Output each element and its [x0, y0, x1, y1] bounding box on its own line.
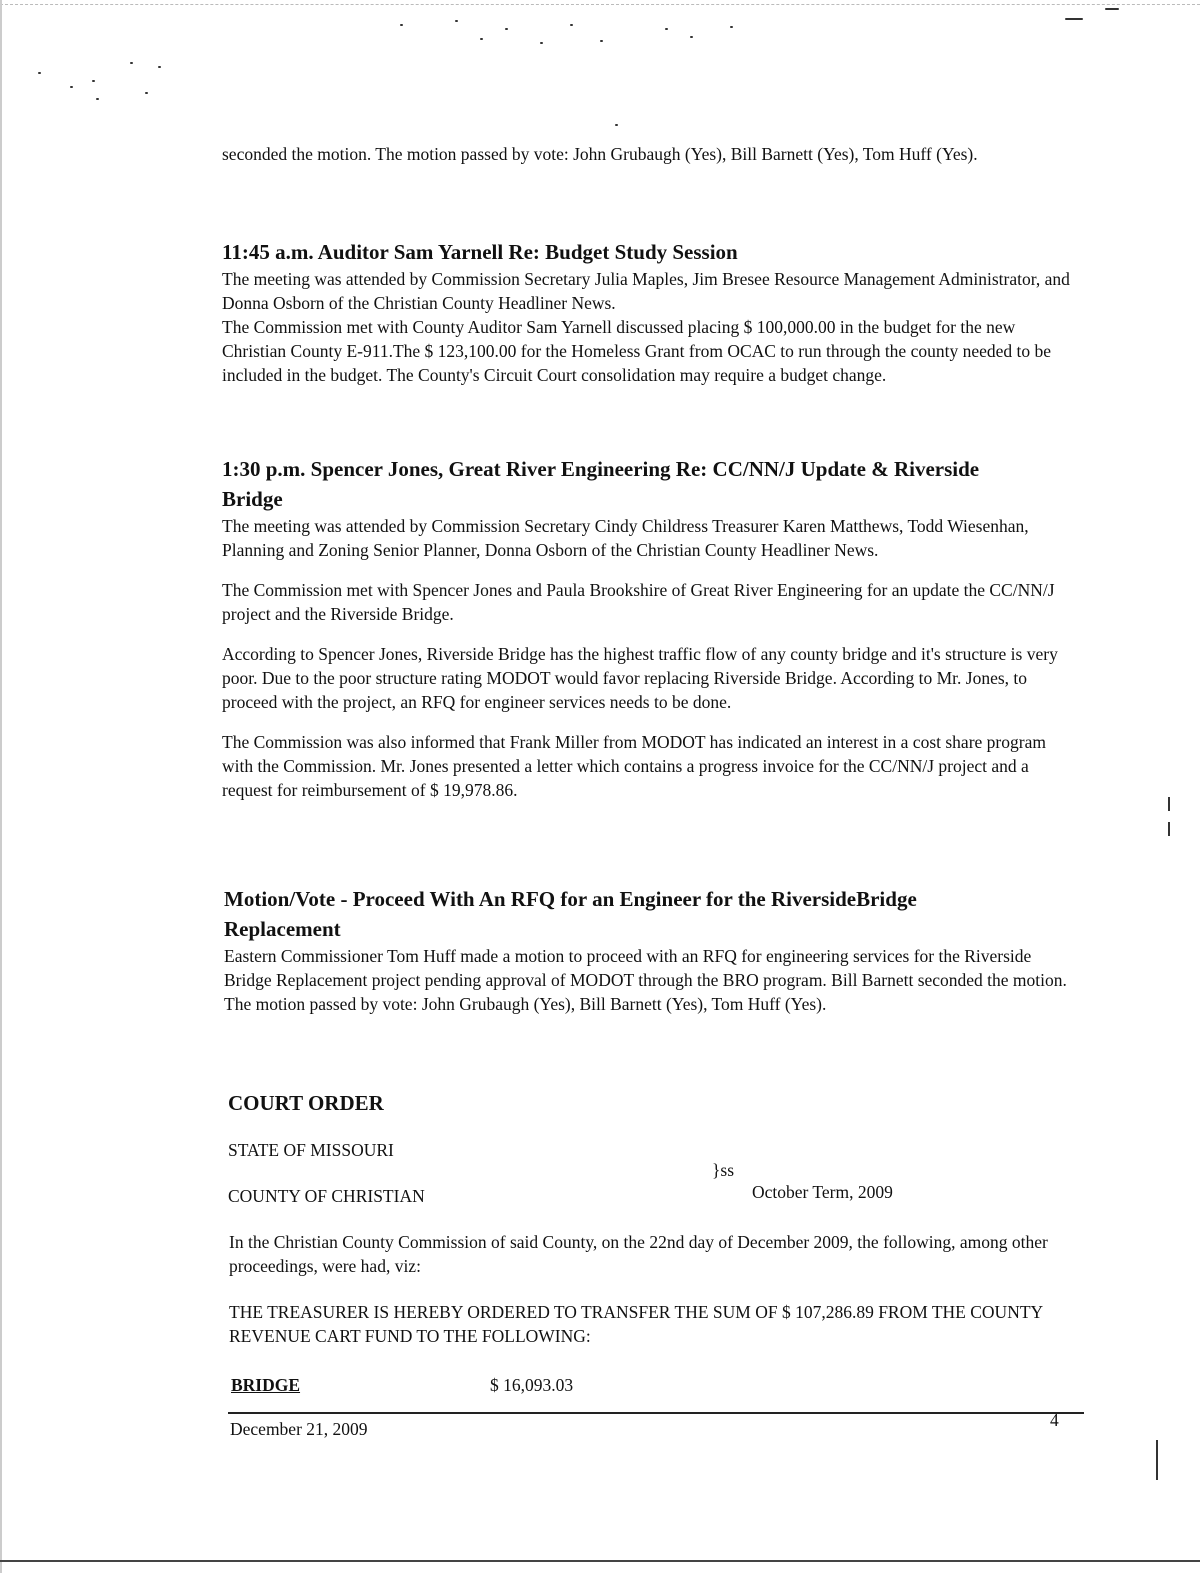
- court-order-heading-block: [228, 1088, 1078, 1118]
- paragraph: The meeting was attended by Commission Secretary Julia Maples, Jim Bresee Resource Management Administrator, and Donna Osborn of the Christian County Headliner News.: [222, 269, 1070, 313]
- section-motion: [224, 884, 1074, 1016]
- scan-edge-top: [0, 4, 1200, 6]
- court-order-term: October Term, 2009: [752, 1182, 893, 1202]
- fund-amount-bridge: $ 16,093.03: [490, 1375, 574, 1395]
- top-fragment-text: seconded the motion. The motion passed by vote: John Grubaugh (Yes), Bill Barnett (Yes), Tom Huff (Yes).: [222, 144, 978, 164]
- scan-edge-bottom: [0, 1560, 1200, 1562]
- margin-mark: [1168, 797, 1170, 811]
- court-order-heading: COURT ORDER: [228, 1091, 384, 1115]
- footer-date: December 21, 2009: [230, 1419, 368, 1439]
- page-number: 4: [1050, 1410, 1059, 1430]
- fund-label-bridge: BRIDGE: [231, 1375, 301, 1395]
- section-engineering: [222, 454, 1072, 802]
- paragraph: Eastern Commissioner Tom Huff made a motion to proceed with an RFQ for engineering services for the Riverside Bridge Replacement project pending approval of MODOT through the BRO program. Bill Barnett seconded the motion. The motion passed by vote: John Grubaugh (Yes), Bill Barnett (Yes), Tom Huff (Yes).: [224, 946, 1067, 1014]
- section-heading: Motion/Vote - Proceed With An RFQ for an Engineer for the RiversideBridge Replacement: [224, 887, 917, 941]
- court-order-county: COUNTY OF CHRISTIAN: [228, 1186, 425, 1206]
- paragraph: In the Christian County Commission of said County, on the 22nd day of December 2009, the following, among other proceedings, were had, viz:: [229, 1232, 1048, 1276]
- margin-mark: [1156, 1440, 1158, 1480]
- section-budget: [222, 237, 1072, 387]
- court-order-ss: }ss: [712, 1160, 735, 1180]
- paragraph: THE TREASURER IS HEREBY ORDERED TO TRANSFER THE SUM OF $ 107,286.89 FROM THE COUNTY REVENUE CART FUND TO THE FOLLOWING:: [229, 1302, 1043, 1346]
- paragraph: The meeting was attended by Commission Secretary Cindy Childress Treasurer Karen Matthews, Todd Wiesenhan, Planning and Zoning Senior Planner, Donna Osborn of the Christian County Headliner News.: [222, 516, 1029, 560]
- paragraph: The Commission met with Spencer Jones and Paula Brookshire of Great River Engineering for an update the CC/NN/J project and the Riverside Bridge.: [222, 580, 1055, 624]
- court-order-state: STATE OF MISSOURI: [228, 1140, 394, 1160]
- scan-edge-left: [0, 0, 2, 1573]
- paragraph: The Commission was also informed that Frank Miller from MODOT has indicated an interest in a cost share program with the Commission. Mr. Jones presented a letter which contains a progress invoice for the CC/NN/J project and a request for reimbursement of $ 19,978.86.: [222, 732, 1046, 800]
- section-heading: 1:30 p.m. Spencer Jones, Great River Engineering Re: CC/NN/J Update & Riverside Bridge: [222, 457, 980, 511]
- footer-rule: [228, 1412, 1084, 1414]
- paragraph: According to Spencer Jones, Riverside Bridge has the highest traffic flow of any county bridge and it's structure is very poor. Due to the poor structure rating MODOT would favor replacing Riverside Bridge. According to Mr. Jones, to proceed with the project, an RFQ for engineer services needs to be done.: [222, 644, 1058, 712]
- top-fragment: [222, 142, 1072, 166]
- section-heading: 11:45 a.m. Auditor Sam Yarnell Re: Budget Study Session: [222, 240, 738, 264]
- margin-mark: [1168, 822, 1170, 836]
- paragraph: The Commission met with County Auditor Sam Yarnell discussed placing $ 100,000.00 in the budget for the new Christian County E-911.The $ 123,100.00 for the Homeless Grant from OCAC to run through the county needed to be included in the budget. The County's Circuit Court consolidation may require a budget change.: [222, 317, 1052, 385]
- court-order-body: [229, 1230, 1069, 1348]
